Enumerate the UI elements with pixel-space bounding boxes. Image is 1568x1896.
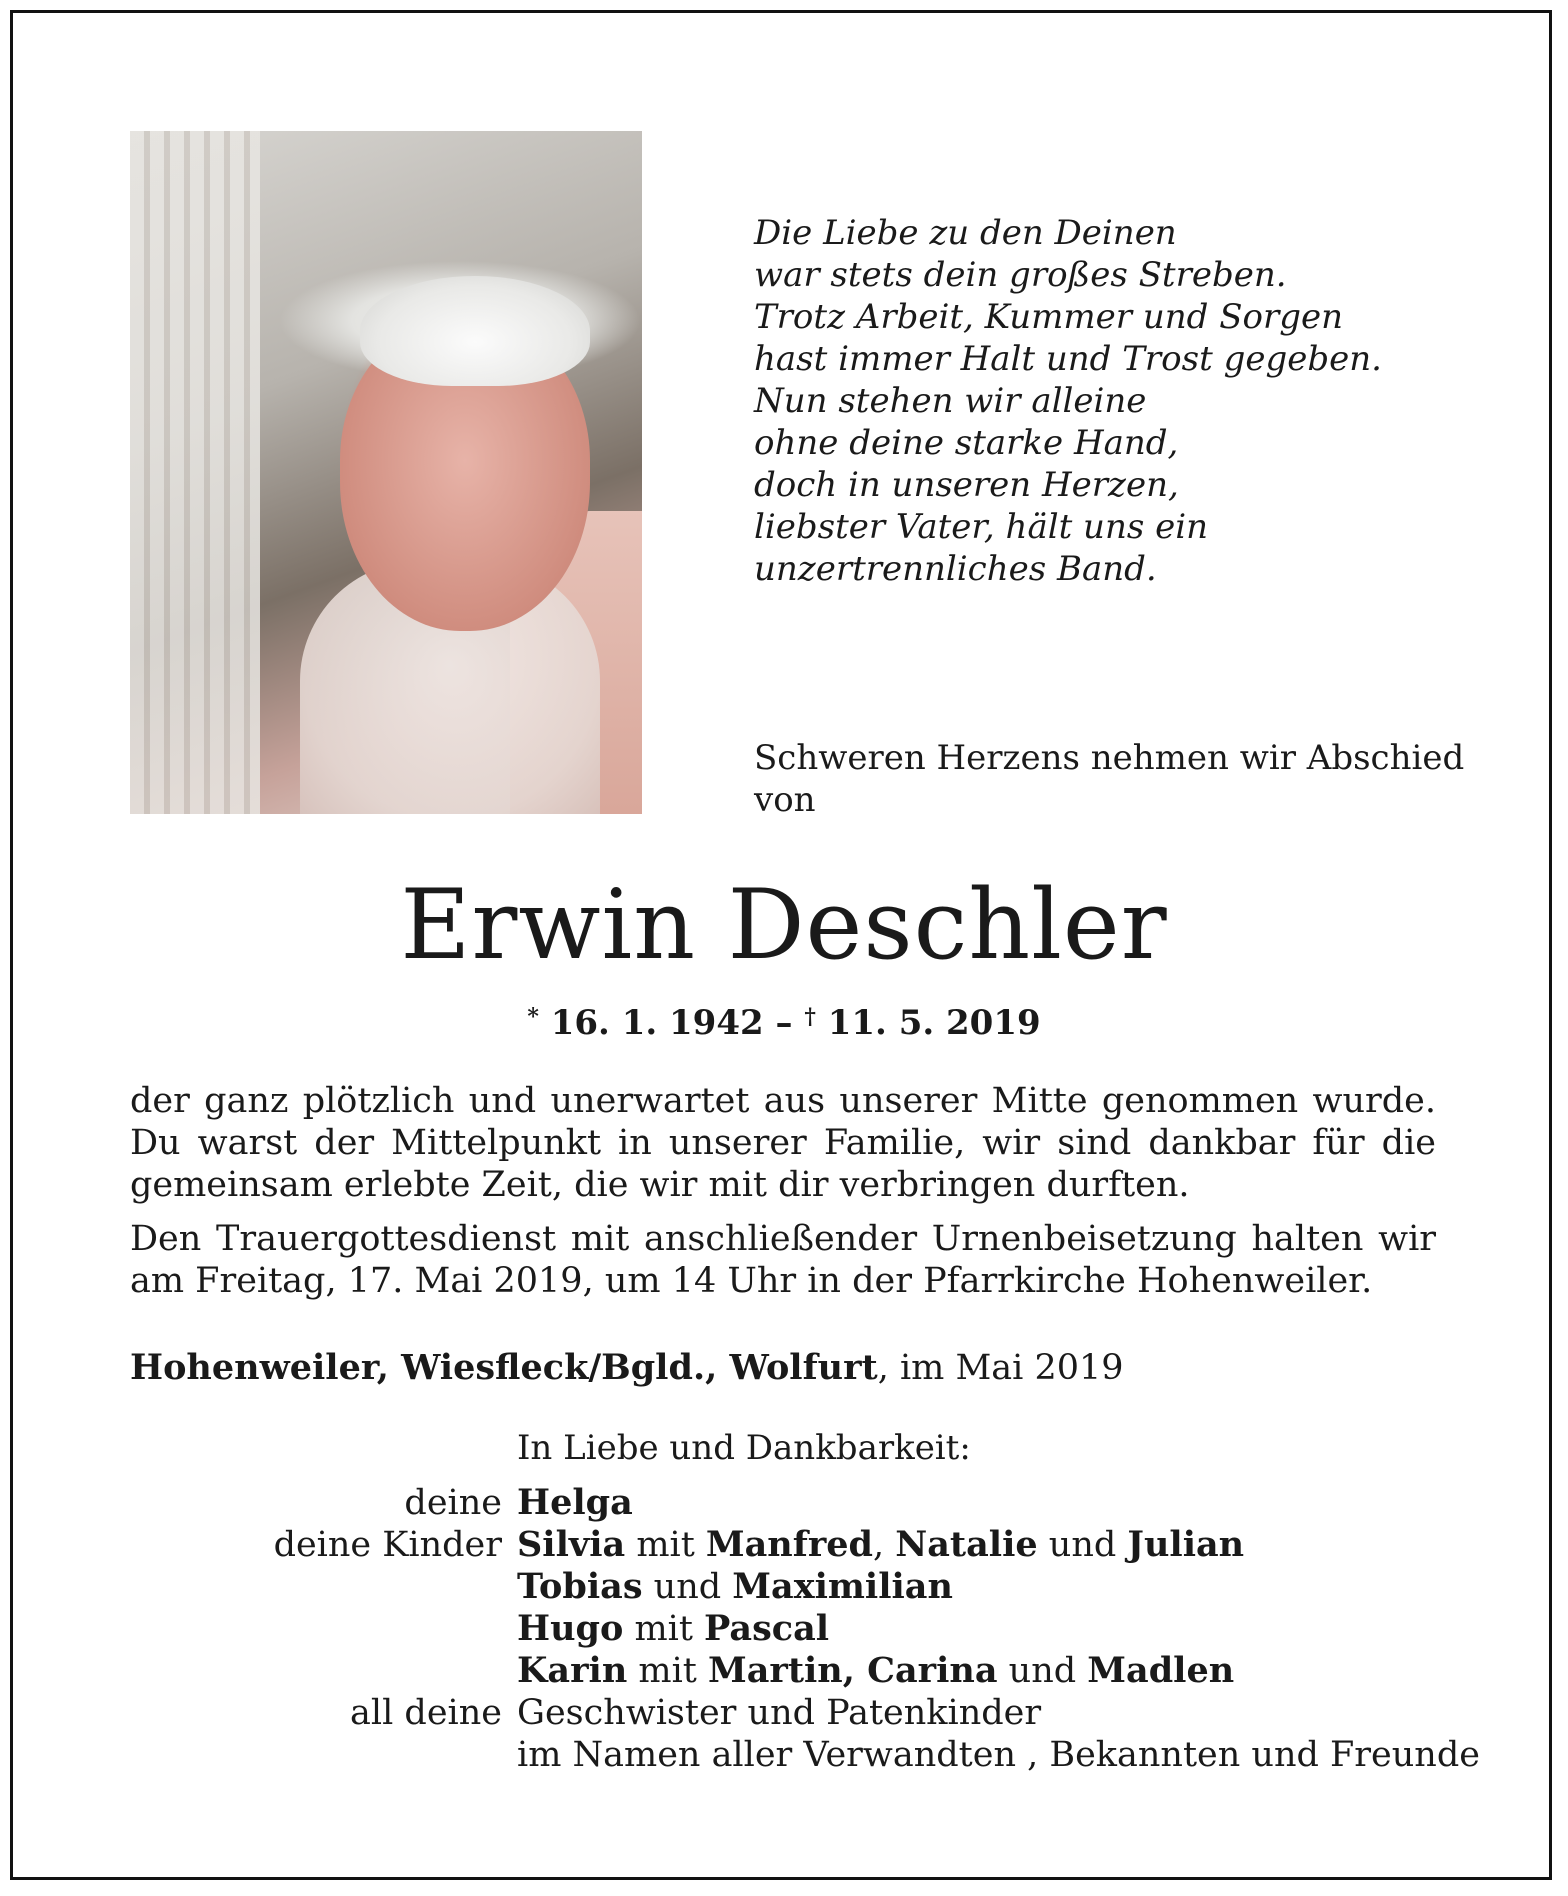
- grandchild-name: Julian: [1127, 1524, 1245, 1565]
- grandchild-name: Madlen: [1087, 1650, 1235, 1691]
- connector: und: [997, 1651, 1088, 1691]
- death-symbol: †: [804, 1004, 816, 1030]
- birth-date: 16. 1. 1942: [550, 1003, 764, 1043]
- connector: mit: [627, 1651, 708, 1691]
- siblings-text: Geschwister und Patenkinder: [517, 1693, 1042, 1733]
- relatives-text: im Namen aller Verwandten , Bekannten und Freunde: [517, 1735, 1480, 1775]
- wife-label: deine: [404, 1483, 502, 1523]
- life-dates: [0, 996, 1568, 1044]
- child-name: Hugo: [517, 1608, 624, 1649]
- survivor-row: [0, 1524, 1568, 1566]
- death-date: 11. 5. 2019: [827, 1003, 1041, 1043]
- deceased-name: Erwin Deschler: [400, 869, 1168, 981]
- thanks-line: In Liebe und Dankbarkeit:: [517, 1428, 971, 1468]
- children-row-1: [517, 1524, 1244, 1566]
- survivor-row: [0, 1566, 1568, 1608]
- grandchild-name: Natalie: [895, 1524, 1038, 1565]
- survivor-row: [0, 1608, 1568, 1650]
- connector: mit: [623, 1609, 705, 1649]
- child-name: Maximilian: [732, 1566, 953, 1607]
- places-line: [130, 1347, 1436, 1389]
- photo-hair: [360, 276, 590, 386]
- connector: und: [1037, 1525, 1128, 1565]
- child-name: Karin: [517, 1650, 628, 1691]
- date-separator: –: [763, 1003, 805, 1043]
- paragraph-remembrance: der ganz plötzlich und unerwartet aus unserer Mitte genommen wurde. Du warst der Mittelpunkt in unserer Familie, wir sind dankbar für die gemeinsam erlebte Zeit, die wir mit dir verbringen durften.: [130, 1081, 1436, 1205]
- survivor-row: [0, 1482, 1568, 1524]
- connector: mit: [625, 1525, 706, 1565]
- grandchild-names: Martin, Carina: [707, 1650, 998, 1691]
- photo-curtain: [130, 131, 260, 814]
- child-name: Tobias: [517, 1566, 643, 1607]
- places-date: , im Mai 2019: [877, 1348, 1124, 1388]
- children-row-2: [517, 1566, 953, 1608]
- portrait-photo: [130, 131, 642, 814]
- survivor-row: [0, 1734, 1568, 1776]
- survivor-row: [0, 1692, 1568, 1734]
- partner-name: Pascal: [704, 1608, 830, 1649]
- children-label: deine Kinder: [273, 1525, 502, 1565]
- children-row-3: [517, 1608, 829, 1650]
- places-locations: Hohenweiler, Wiesfleck/Bgld., Wolfurt: [130, 1347, 878, 1388]
- paragraph-service: Den Trauergottesdienst mit anschließender Urnenbeisetzung halten wir am Freitag, 17. Mai 2019, um 14 Uhr in der Pfarrkirche Hohenweiler.: [130, 1219, 1436, 1301]
- partner-name: Manfred: [705, 1524, 873, 1565]
- farewell-intro: Schweren Herzens nehmen wir Abschied von: [754, 738, 1465, 820]
- siblings-label: all deine: [350, 1693, 502, 1733]
- connector: und: [642, 1567, 733, 1607]
- child-name: Silvia: [517, 1524, 626, 1565]
- children-row-4: [517, 1650, 1234, 1692]
- memorial-poem: Die Liebe zu den Deinen war stets dein großes Streben. Trotz Arbeit, Kummer und Sorgen hast immer Halt und Trost gegeben. Nun stehen wir alleine ohne deine starke Hand, doch in unseren Herzen, liebster Vater, hält uns ein unzertrennliches Band.: [754, 213, 1382, 589]
- connector: ,: [873, 1525, 896, 1565]
- wife-value: [517, 1482, 633, 1524]
- survivors-list: [0, 1482, 1568, 1776]
- birth-symbol: *: [527, 1004, 539, 1030]
- survivor-row: [0, 1650, 1568, 1692]
- wife-name: Helga: [517, 1482, 633, 1523]
